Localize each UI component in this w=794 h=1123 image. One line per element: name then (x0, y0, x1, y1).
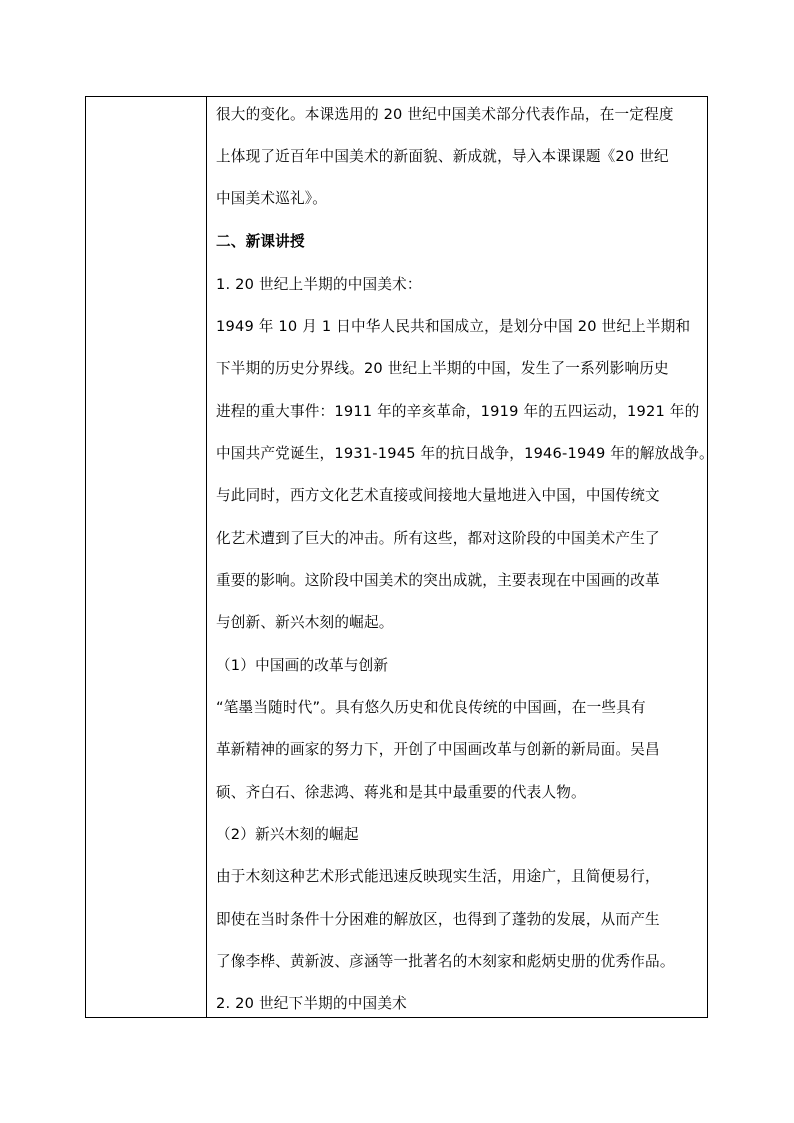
text-line-10: 与此同时，西方文化艺术直接或间接地大量地进入中国，中国传统文 (216, 487, 660, 504)
text-line-1: 很大的变化。本课选用的 20 世纪中国美术部分代表作品，在一定程度 (216, 106, 674, 123)
text-line-13: 与创新、新兴木刻的崛起。 (216, 614, 394, 631)
text-line-20: 即使在当时条件十分困难的解放区，也得到了蓬勃的发展，从而产生 (216, 911, 660, 928)
text-line-11: 化艺术遭到了巨大的冲击。所有这些，都对这阶段的中国美术产生了 (216, 530, 660, 547)
text-line-2: 上体现了近百年中国美术的新面貌、新成就，导入本课课题《20 世纪 (216, 148, 669, 165)
text-line-19: 由于木刻这种艺术形式能迅速反映现实生活，用途广，且简便易行， (216, 868, 660, 885)
table-left-cell (86, 97, 207, 1017)
text-line-16: 革新精神的画家的努力下，开创了中国画改革与创新的新局面。吴昌 (216, 741, 660, 758)
text-line-9: 中国共产党诞生，1931-1945 年的抗日战争，1946-1949 年的解放战争。 (216, 445, 714, 462)
section-heading-new-lesson: 二、新课讲授 (216, 233, 305, 250)
table-content-cell (207, 97, 714, 1017)
text-line-21: 了像李桦、黄新波、彦涵等一批著名的木刻家和彪炳史册的优秀作品。 (216, 953, 675, 970)
subheading-woodcut: （2）新兴木刻的崛起 (216, 826, 359, 843)
text-line-17: 硕、齐白石、徐悲鸿、蒋兆和是其中最重要的代表人物。 (216, 784, 586, 801)
text-line-3: 中国美术巡礼》。 (216, 190, 328, 207)
text-line-15: “笔墨当随时代”。具有悠久历史和优良传统的中国画，在一些具有 (216, 699, 646, 716)
subheading-chinese-painting: （1）中国画的改革与创新 (216, 657, 389, 674)
text-line-7: 下半期的历史分界线。20 世纪上半期的中国，发生了一系列影响历史 (216, 360, 669, 377)
text-line-12: 重要的影响。这阶段中国美术的突出成就，主要表现在中国画的改革 (216, 572, 660, 589)
lesson-table (85, 96, 714, 1018)
text-line-6: 1949 年 10 月 1 日中华人民共和国成立，是划分中国 20 世纪上半期和 (216, 318, 691, 335)
text-line-8: 进程的重大事件：1911 年的辛亥革命，1919 年的五四运动，1921 年的 (216, 403, 700, 420)
subsection-heading-second-half: 2. 20 世纪下半期的中国美术 (216, 995, 407, 1012)
subsection-heading-first-half: 1. 20 世纪上半期的中国美术： (216, 276, 422, 293)
